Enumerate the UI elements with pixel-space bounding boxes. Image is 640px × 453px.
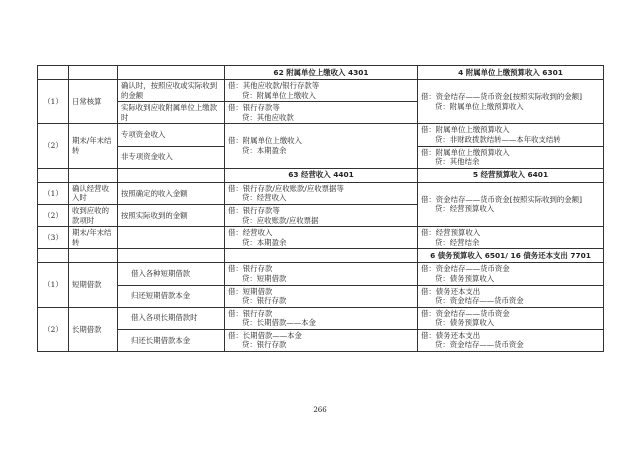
financial-entry: 借：银行存款 贷：长期借款——本金 [225, 307, 418, 329]
sub-item: 非专项资金收入 [118, 146, 225, 168]
section-title-budget: 4 附属单位上缴预算收入 6301 [418, 66, 604, 80]
financial-entry: 借：银行存款/应收账款/应收票据等 贷：经营收入 [225, 182, 418, 204]
table-row [38, 307, 604, 329]
section-header-row [38, 168, 604, 182]
row-number: （2） [38, 124, 69, 168]
budget-entry: 借：附属单位上缴预算收入 贷：其他结余 [418, 146, 604, 168]
section-header-row [38, 66, 604, 80]
row-number: （1） [38, 80, 69, 124]
row-number: （2） [38, 307, 69, 351]
business-item: 日常核算 [69, 80, 118, 124]
budget-entry: 借：经营预算收入 贷：经营结余 [418, 227, 604, 249]
sub-item: 归还长期借款本金 [118, 329, 225, 351]
budget-entry: 借：资金结存——货币资金[按照实际收到的金额] 贷：经营预算收入 [418, 182, 604, 226]
sub-item: 按照实际收到的金额 [118, 204, 225, 226]
section-title-budget: 5 经营预算收入 6401 [418, 168, 604, 182]
financial-entry: 借：短期借款 贷：银行存款 [225, 285, 418, 307]
sub-item: 确认时，按照应收或实际收到的金额 [118, 80, 225, 102]
row-number: （2） [38, 204, 69, 226]
business-item: 长期借款 [69, 307, 118, 351]
financial-entry: 借：经营收入 贷：本期盈余 [225, 227, 418, 249]
sub-item: 借入各项长期借款时 [118, 307, 225, 329]
table-row [38, 263, 604, 285]
financial-entry: 借：银行存款等 贷：应收账款/应收票据 [225, 204, 418, 226]
financial-entry: 借：银行存款 贷：短期借款 [225, 263, 418, 285]
sub-item: 专项资金收入 [118, 124, 225, 146]
sub-item [118, 227, 225, 249]
row-number: （1） [38, 182, 69, 204]
financial-entry: 借：其他应收款/银行存款等 贷：附属单位上缴收入 [225, 80, 418, 102]
financial-entry: 借：银行存款等 贷：其他应收款 [225, 102, 418, 124]
business-item: 短期借款 [69, 263, 118, 307]
sub-item: 实际收到应收附属单位上缴款时 [118, 102, 225, 124]
business-item: 期末/年末结转 [69, 227, 118, 249]
budget-entry: 借：附属单位上缴预算收入 贷：非财政拨款结转——本年收支结转 [418, 124, 604, 146]
financial-entry: 借：附属单位上缴收入 贷：本期盈余 [225, 124, 418, 168]
row-number: （3） [38, 227, 69, 249]
table-row [38, 329, 604, 351]
budget-entry: 借：债务还本支出 贷：资金结存——货币资金 [418, 285, 604, 307]
section-header-row [38, 249, 604, 263]
budget-entry: 借：债务还本支出 贷：资金结存——货币资金 [418, 329, 604, 351]
row-number: （1） [38, 263, 69, 307]
section-title-budget: 6 债务预算收入 6501/ 16 债务还本支出 7701 [418, 249, 604, 263]
table-row [38, 80, 604, 102]
sub-item: 借入各种短期借款 [118, 263, 225, 285]
table-row [38, 182, 604, 204]
sub-item: 归还短期借款本金 [118, 285, 225, 307]
table-row [38, 124, 604, 146]
budget-entry: 借：资金结存——货币资金 贷：债务预算收入 [418, 307, 604, 329]
section-title-financial: 63 经营收入 4401 [225, 168, 418, 182]
business-item: 期末/年末结转 [69, 124, 118, 168]
business-item: 收到应收的款项时 [69, 204, 118, 226]
financial-entry: 借：长期借款——本金 贷：银行存款 [225, 329, 418, 351]
business-item: 确认经营收入时 [69, 182, 118, 204]
accounting-entries-table [37, 65, 604, 352]
sub-item: 按照确定的收入金额 [118, 182, 225, 204]
table-row [38, 285, 604, 307]
table-row [38, 227, 604, 249]
page-number: 266 [313, 406, 327, 414]
budget-entry: 借：资金结存——货币资金[按照实际收到的金额] 贷：附属单位上缴预算收入 [418, 80, 604, 124]
section-title-financial: 62 附属单位上缴收入 4301 [225, 66, 418, 80]
budget-entry: 借：资金结存——货币资金 贷：债务预算收入 [418, 263, 604, 285]
